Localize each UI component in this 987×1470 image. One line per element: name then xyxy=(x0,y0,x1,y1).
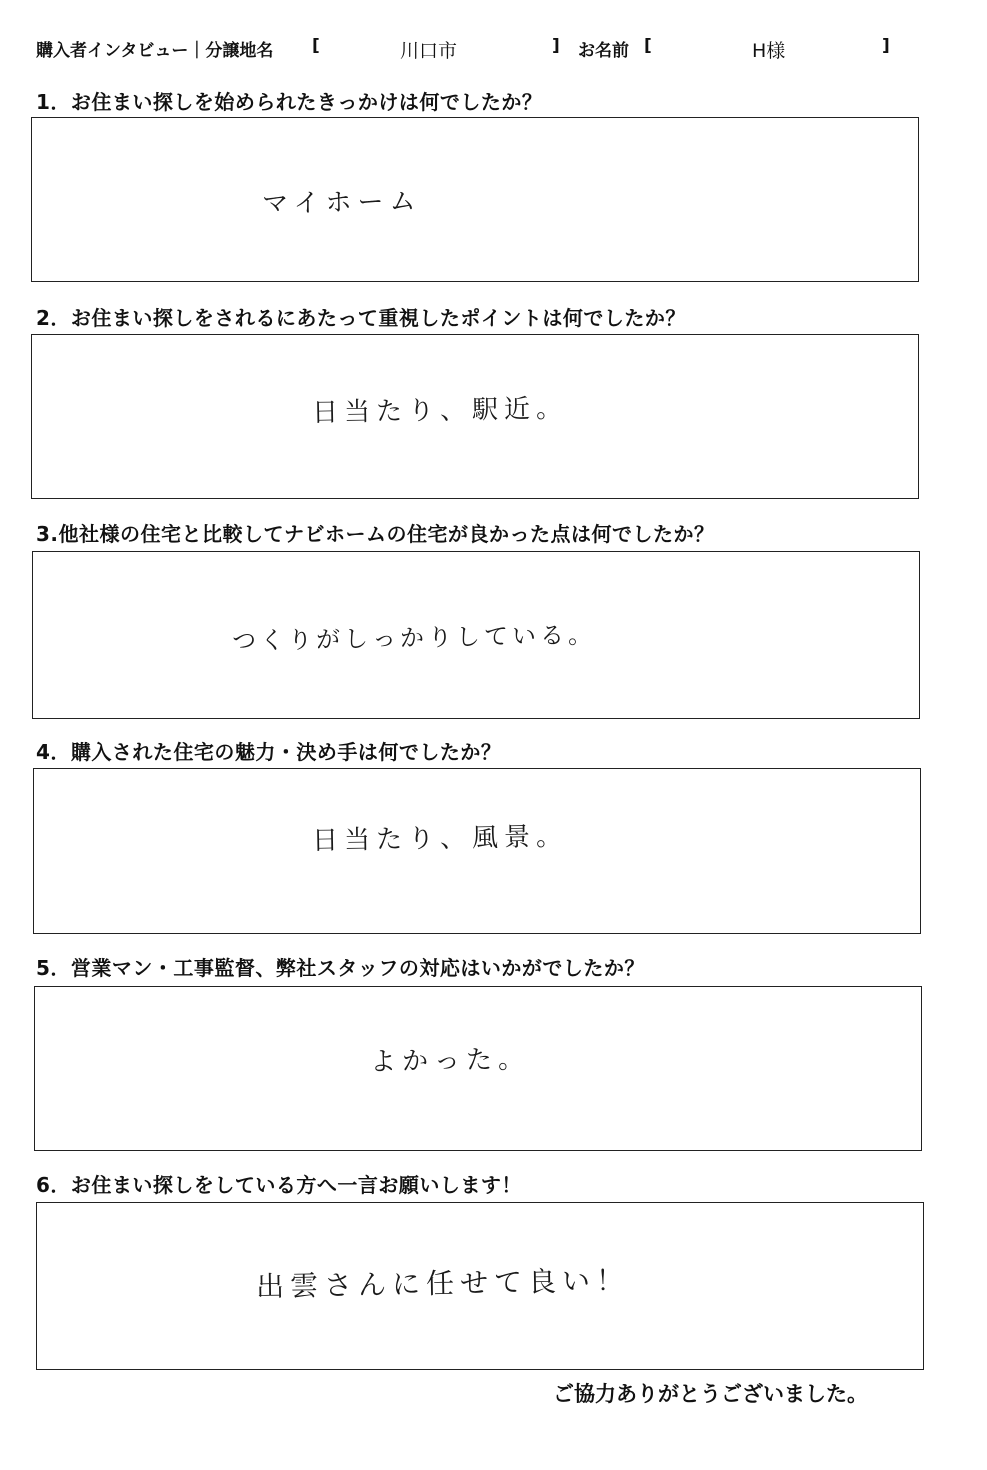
bracket-close: ] xyxy=(882,36,890,56)
bracket-open: [ xyxy=(644,36,652,56)
bracket-close: ] xyxy=(552,36,560,56)
answer-5-text: よかった。 xyxy=(369,1044,531,1078)
answer-6-text: 出雲さんに任せて良い！ xyxy=(255,1263,631,1304)
question-6-label: 6．お住まい探しをしている方へ一言お願いします！ xyxy=(36,1173,522,1197)
question-4-label: 4．購入された住宅の魅力・決め手は何でしたか？ xyxy=(36,740,502,764)
customer-name: H様 xyxy=(752,40,786,62)
answer-box-1 xyxy=(31,117,919,282)
question-1-label: 1．お住まい探しを始められたきっかけは何でしたか？ xyxy=(36,90,543,114)
answer-3-text: つくりがしっかりしている。 xyxy=(231,620,597,656)
header xyxy=(36,36,936,62)
interview-title: 購入者インタビュー｜分譲地名 xyxy=(36,41,274,61)
answer-2-text: 日当たり、駅近。 xyxy=(311,393,569,429)
question-3-label: 3.他社様の住宅と比較してナビホームの住宅が良かった点は何でしたか？ xyxy=(36,522,715,546)
question-2-label: 2．お住まい探しをされるにあたって重視したポイントは何でしたか？ xyxy=(36,306,686,330)
bracket-open: [ xyxy=(312,36,320,56)
question-5-label: 5．営業マン・工事監督、弊社スタッフの対応はいかがでしたか？ xyxy=(36,956,645,980)
subdivision-name: 川口市 xyxy=(400,40,458,62)
name-label: お名前 xyxy=(578,41,629,61)
answer-1-text: マイホーム xyxy=(261,186,422,220)
answer-4-text: 日当たり、風景。 xyxy=(311,821,569,857)
thank-you-message: ご協力ありがとうございました。 xyxy=(553,1382,868,1406)
